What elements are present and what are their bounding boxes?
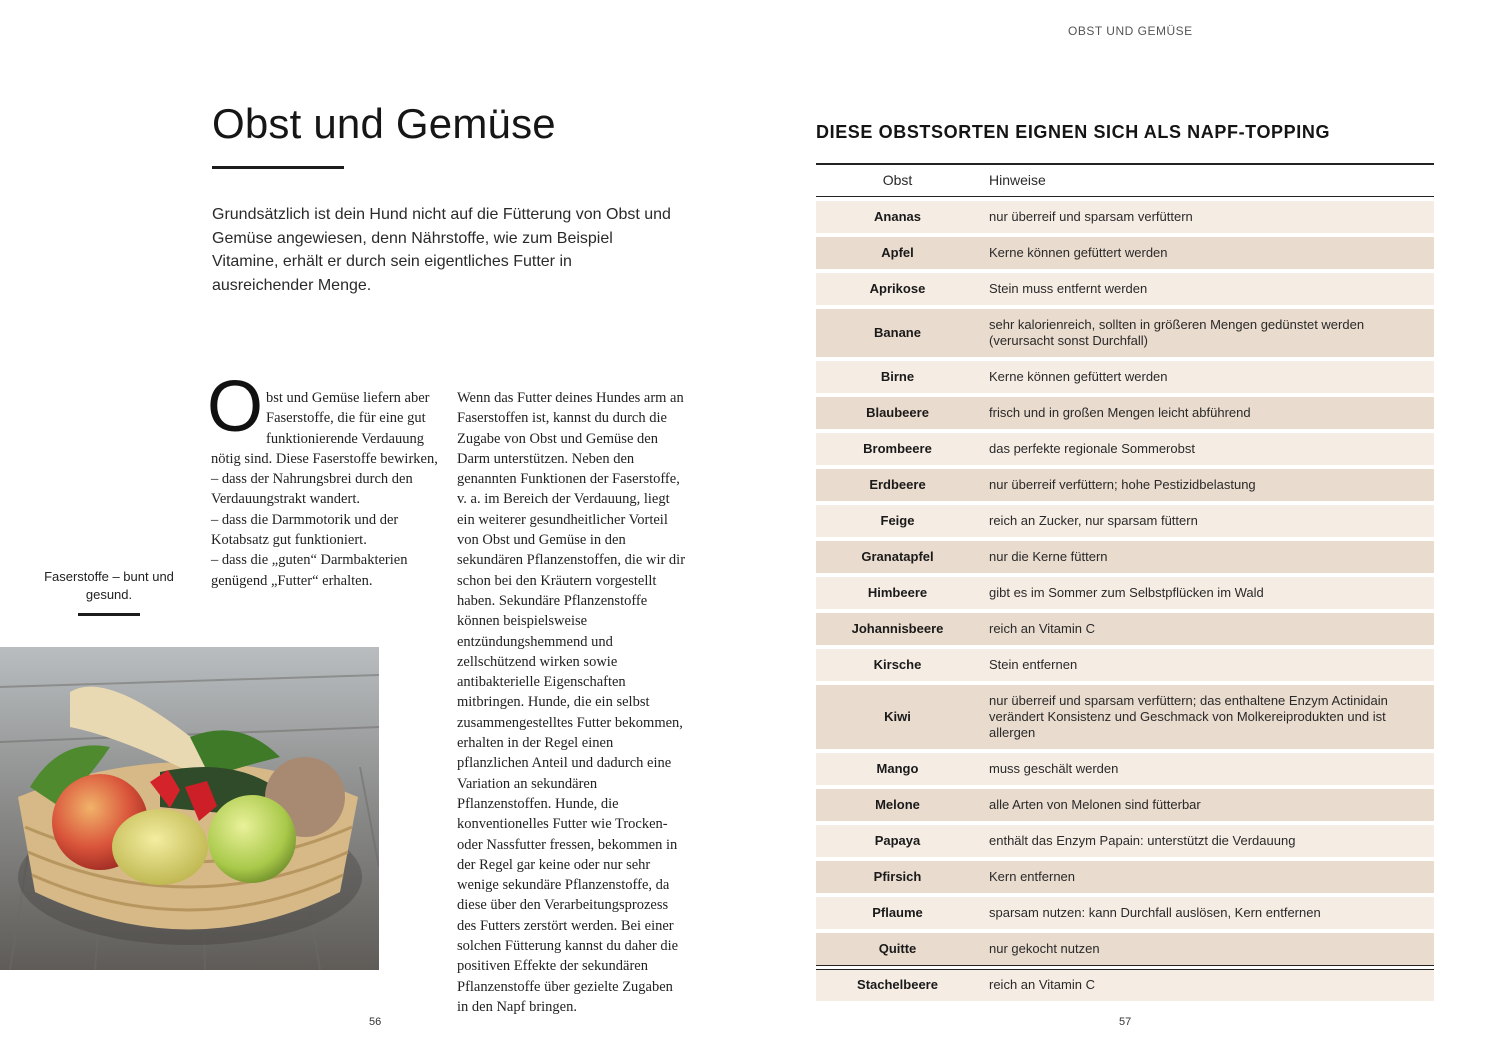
fruit-name-cell: Brombeere bbox=[816, 433, 979, 465]
fruit-note-cell: Kern entfernen bbox=[979, 861, 1434, 893]
fruit-name-cell: Granatapfel bbox=[816, 541, 979, 573]
body-text-left: bst und Gemüse liefern aber Faserstoffe, die für eine gut funktionierende Verdauung nötig sind. Diese Faserstoffe bewirken, bbox=[211, 390, 438, 467]
fruit-name-cell: Blaubeere bbox=[816, 397, 979, 429]
table-row bbox=[816, 933, 1434, 965]
page-number-right: 57 bbox=[1119, 1016, 1132, 1028]
body-text-right: Wenn das Futter deines Hundes arm an Faserstoffen ist, kannst du durch die Zugabe von Obst und Gemüse den Darm unterstützen. Neben den genannten Funktionen der Faserstoffe, v. a. im Bereich der Verdauung, liegt ein weiterer gesundheitlicher Vorteil von Obst und Gemüse in den sekundären Pflanzenstoffen, die wir dir schon bei den Kräutern vorgestellt haben. Sekundäre Pflanzenstoffe können beispielsweise entzündungshemmend und zellschützend wirken sowie antibakterielle Eigenschaften mitbringen. Hunde, die ein selbst zusammengestelltes Futter bekommen, erhalten in der Regel einen pflanzlichen Anteil und dadurch eine Variation an sekundären Pflanzenstoffen. Hunde, die konventionelles Futter wie Trocken- oder Nassfutter fressen, bekommen in der Regel gar keine oder nur sehr wenige sekundäre Pflanzenstoffe, da diese über den Verarbeitungsprozess des Futters zerstört werden. Bei einer solchen Fütterung kannst du daher die positiven Effekte der sekundären Pflanzenstoffe über gezielte Zugaben in den Napf bringen. bbox=[457, 390, 686, 1015]
table-header-row bbox=[816, 163, 1434, 197]
table-row bbox=[816, 897, 1434, 929]
table-row bbox=[816, 685, 1434, 749]
fruit-note-cell: reich an Vitamin C bbox=[979, 613, 1434, 645]
intro-paragraph: Grundsätzlich ist dein Hund nicht auf die Fütterung von Obst und Gemüse angewiesen, denn Nährstoffe, wie zum Beispiel Vitamine, erhält er durch sein eigentliches Futter in ausreichender Menge. bbox=[212, 206, 671, 294]
column-header: Obst bbox=[816, 163, 979, 197]
fruit-name-cell: Ananas bbox=[816, 201, 979, 233]
column-header: Hinweise bbox=[979, 163, 1434, 197]
fruit-name-cell: Kirsche bbox=[816, 649, 979, 681]
photo-caption: Faserstoffe – bunt und gesund. bbox=[44, 569, 174, 602]
table-row bbox=[816, 825, 1434, 857]
fruit-basket-photo bbox=[0, 647, 379, 970]
table-row bbox=[816, 753, 1434, 785]
fruit-note-cell: gibt es im Sommer zum Selbstpflücken im Wald bbox=[979, 577, 1434, 609]
fruit-note-cell: reich an Vitamin C bbox=[979, 969, 1434, 1001]
drop-cap: O bbox=[207, 367, 264, 447]
fruit-name-cell: Apfel bbox=[816, 237, 979, 269]
fruit-note-cell: Kerne können gefüttert werden bbox=[979, 361, 1434, 393]
body-column-left bbox=[207, 367, 441, 591]
fruit-name-cell: Birne bbox=[816, 361, 979, 393]
fruit-note-cell: nur überreif und sparsam verfüttern; das enthaltene Enzym Actinidain verändert Konsistenz und Geschmack von Molkereiprodukten und ist allergen bbox=[979, 685, 1434, 749]
table-row bbox=[816, 613, 1434, 645]
table-title: DIESE OBSTSORTEN EIGNEN SICH ALS NAPF-TOPPING bbox=[816, 122, 1331, 142]
table-row bbox=[816, 361, 1434, 393]
fruit-name-cell: Banane bbox=[816, 309, 979, 357]
fruit-table bbox=[816, 159, 1434, 1005]
table-row bbox=[816, 969, 1434, 1001]
bullet-item: – dass die Darmmotorik und der Kotabsatz gut funktioniert. bbox=[211, 511, 399, 549]
fruit-name-cell: Aprikose bbox=[816, 273, 979, 305]
fruit-note-cell: alle Arten von Melonen sind fütterbar bbox=[979, 789, 1434, 821]
fruit-name-cell: Erdbeere bbox=[816, 469, 979, 501]
fruit-note-cell: nur überreif verfüttern; hohe Pestizidbelastung bbox=[979, 469, 1434, 501]
fruit-name-cell: Pfirsich bbox=[816, 861, 979, 893]
fruit-note-cell: das perfekte regionale Sommerobst bbox=[979, 433, 1434, 465]
fruit-note-cell: reich an Zucker, nur sparsam füttern bbox=[979, 505, 1434, 537]
table-row bbox=[816, 861, 1434, 893]
fruit-note-cell: nur überreif und sparsam verfüttern bbox=[979, 201, 1434, 233]
fruit-name-cell: Feige bbox=[816, 505, 979, 537]
page-number-left: 56 bbox=[369, 1016, 382, 1028]
fruit-name-cell: Kiwi bbox=[816, 685, 979, 749]
bullet-item: – dass der Nahrungsbrei durch den Verdauungstrakt wandert. bbox=[211, 471, 413, 508]
fruit-note-cell: Stein entfernen bbox=[979, 649, 1434, 681]
caption-rule bbox=[78, 613, 140, 616]
fruit-name-cell: Quitte bbox=[816, 933, 979, 965]
table-row bbox=[816, 541, 1434, 573]
table-row bbox=[816, 433, 1434, 465]
fruit-name-cell: Himbeere bbox=[816, 577, 979, 609]
fruit-note-cell: frisch und in großen Mengen leicht abführend bbox=[979, 397, 1434, 429]
bullet-item: – dass die „guten“ Darmbakterien genügend „Futter“ erhalten. bbox=[211, 552, 408, 589]
fruit-note-cell: Kerne können gefüttert werden bbox=[979, 237, 1434, 269]
table-row bbox=[816, 577, 1434, 609]
fruit-note-cell: nur die Kerne füttern bbox=[979, 541, 1434, 573]
fruit-name-cell: Pflaume bbox=[816, 897, 979, 929]
fruit-name-cell: Stachelbeere bbox=[816, 969, 979, 1001]
fruit-note-cell: muss geschält werden bbox=[979, 753, 1434, 785]
table-row bbox=[816, 789, 1434, 821]
fruit-note-cell: enthält das Enzym Papain: unterstützt die Verdauung bbox=[979, 825, 1434, 857]
fruit-note-cell: nur gekocht nutzen bbox=[979, 933, 1434, 965]
fruit-name-cell: Mango bbox=[816, 753, 979, 785]
table-row bbox=[816, 469, 1434, 501]
table-row bbox=[816, 201, 1434, 233]
table-row bbox=[816, 273, 1434, 305]
fruit-note-cell: Stein muss entfernt werden bbox=[979, 273, 1434, 305]
page-title: Obst und Gemüse bbox=[212, 100, 556, 147]
fruit-name-cell: Papaya bbox=[816, 825, 979, 857]
table-row bbox=[816, 505, 1434, 537]
table-bottom-rule bbox=[816, 965, 1434, 970]
title-rule bbox=[212, 166, 344, 169]
running-head: OBST UND GEMÜSE bbox=[1068, 24, 1193, 38]
table-row bbox=[816, 309, 1434, 357]
fruit-note-cell: sehr kalorienreich, sollten in größeren Mengen gedünstet werden (verursacht sonst Durchfall) bbox=[979, 309, 1434, 357]
fruit-name-cell: Melone bbox=[816, 789, 979, 821]
fruit-note-cell: sparsam nutzen: kann Durchfall auslösen, Kern entfernen bbox=[979, 897, 1434, 929]
fruit-name-cell: Johannisbeere bbox=[816, 613, 979, 645]
table-row bbox=[816, 397, 1434, 429]
table-row bbox=[816, 237, 1434, 269]
table-row bbox=[816, 649, 1434, 681]
